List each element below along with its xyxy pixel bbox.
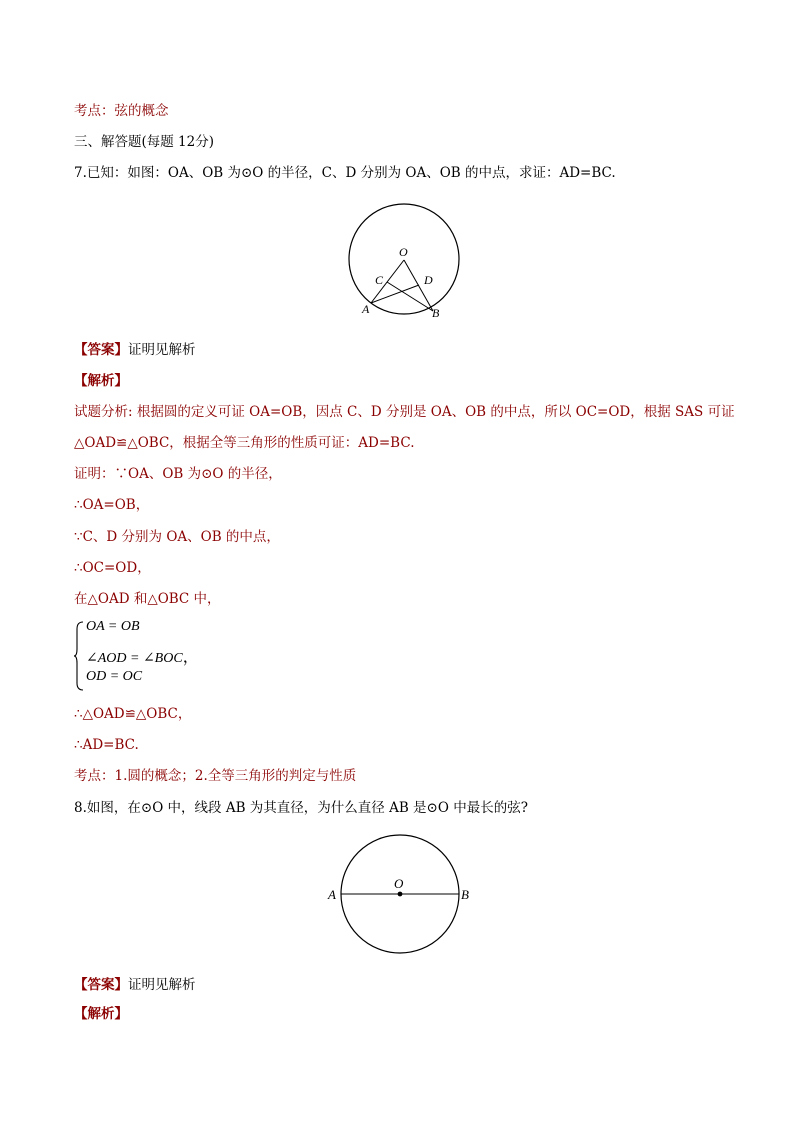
equation-system <box>74 619 234 695</box>
answer-bracket: 【答案】 <box>74 342 128 358</box>
figure-2-circle-diagram <box>320 830 480 958</box>
proof-line-2: ∴OA=OB， <box>74 497 150 513</box>
equation-row-2 <box>86 644 199 667</box>
answer-2 <box>74 976 196 994</box>
answer-bracket-2: 【答案】 <box>74 977 128 993</box>
equation-row-2-math: ∠AOD = ∠BOC <box>86 651 183 666</box>
fig1-label-a: A <box>362 302 370 316</box>
analysis-para-2: △OAD≌△OBC，根据全等三角形的性质可证：AD=BC. <box>74 435 415 451</box>
fig1-label-o: O <box>399 245 408 259</box>
proof-line-6: ∴△OAD≌△OBC， <box>74 706 192 722</box>
analysis-para-1: 试题分析: 根据圆的定义可证 OA=OB，因点 C、D 分别是 OA、OB 的中点，所以 OC=OD，根据 SAS 可证 <box>74 404 735 420</box>
point-label-2: 考点：1.圆的概念；2.全等三角形的判定与性质 <box>74 768 357 784</box>
fig2-label-b: B <box>461 887 469 902</box>
section-heading: 三、解答题(每题 12分) <box>74 134 215 150</box>
analysis-heading-1: 【解析】 <box>74 373 128 389</box>
fig1-label-d: D <box>424 273 433 287</box>
equation-row-1: OA = OB <box>86 619 140 634</box>
figure-1-circle-diagram <box>340 200 470 325</box>
proof-line-4: ∴OC=OD， <box>74 560 151 576</box>
answer-text-2: 证明见解析 <box>128 977 196 993</box>
left-brace-icon <box>74 621 84 691</box>
proof-line-5: 在△OAD 和△OBC 中， <box>74 591 221 607</box>
analysis-heading-2: 【解析】 <box>74 1006 128 1022</box>
proof-line-1: 证明：∵OA、OB 为⊙O 的半径， <box>74 466 282 482</box>
fig2-label-o: O <box>394 876 404 891</box>
point-label: 考点：弦的概念 <box>74 103 169 119</box>
question-8: 8.如图，在⊙O 中，线段 AB 为其直径，为什么直径 AB 是⊙O 中最长的弦? <box>74 800 528 816</box>
fig1-label-c: C <box>375 273 384 287</box>
fig1-label-b: B <box>432 306 440 320</box>
equation-row-2-comma: ， <box>182 647 199 666</box>
equation-row-3: OD = OC <box>86 669 143 684</box>
proof-line-7: ∴AD=BC. <box>74 737 139 753</box>
answer-1 <box>74 341 196 359</box>
proof-line-3: ∵C、D 分别为 OA、OB 的中点， <box>74 529 280 545</box>
fig2-label-a: A <box>328 887 336 902</box>
question-7: 7.已知：如图：OA、OB 为⊙O 的半径，C、D 分别为 OA、OB 的中点，求证：AD=BC. <box>74 165 616 181</box>
answer-text: 证明见解析 <box>128 342 196 358</box>
